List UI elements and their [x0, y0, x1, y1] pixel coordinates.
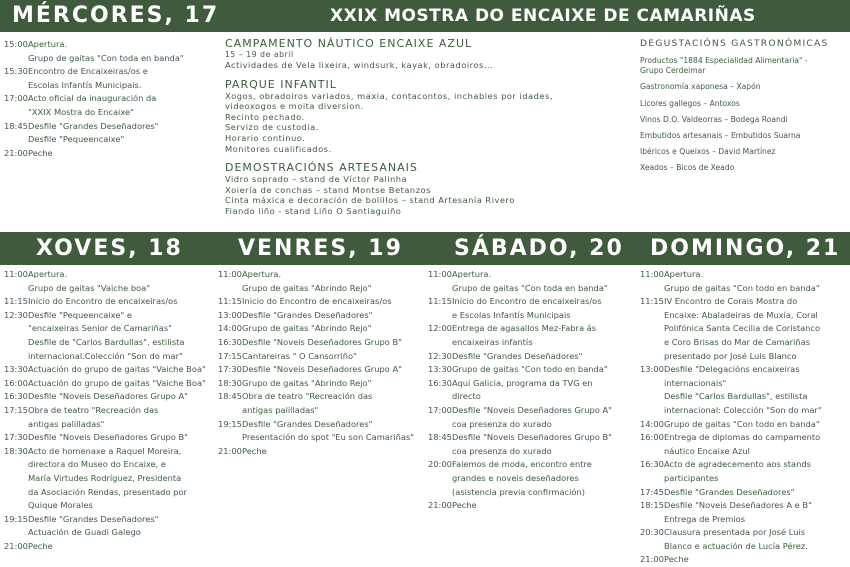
degustacions-title: DEGUSTACIÓNS GASTRONÓMICAS	[640, 38, 829, 49]
schedule-row	[640, 418, 848, 432]
schedule-text: Desfile de "Carlos Bardullas", estilista	[28, 336, 185, 347]
schedule-row	[428, 390, 636, 404]
degustacion-item	[640, 56, 846, 77]
degustacion-line: Productos "1884 Especialidad Alimentaria" -	[640, 55, 808, 65]
demostracion-line: Vidro soprado – stand de Víctor Palinha	[225, 174, 408, 185]
schedule-row	[4, 472, 212, 486]
schedule-time	[4, 282, 28, 296]
schedule-text: encaixeiras infantís	[452, 336, 533, 347]
schedule-time: 14:00	[640, 418, 664, 429]
schedule-text: Apertura.	[242, 269, 282, 279]
demostracion-line: Cinta máxica e decoración de bolillos – stand Artesanía Rivero	[225, 195, 515, 206]
schedule-text: María Virtudes Rodríguez, Presidenta	[28, 472, 182, 483]
schedule-text: Grupo de gaitas "Con todo en banda"	[664, 418, 820, 429]
degustacion-item	[640, 163, 846, 174]
schedule-row	[4, 79, 214, 93]
schedule-row	[4, 106, 214, 120]
schedule-row	[428, 472, 636, 486]
schedule-time	[4, 526, 28, 540]
schedule-time: 13:30	[4, 364, 28, 375]
campamento-dates: 15 – 19 de abril	[225, 50, 294, 59]
schedule-time: 21:00	[4, 540, 28, 551]
schedule-text: antigas palilladas"	[242, 404, 319, 415]
schedule-row	[428, 377, 636, 391]
event-title: XXIX MOSTRA DO ENCAIXE DE CAMARIÑAS	[330, 6, 756, 26]
schedule-text: directo	[452, 391, 481, 402]
schedule-time	[640, 336, 664, 350]
schedule-row	[218, 268, 426, 282]
schedule-time: 16:30	[428, 377, 452, 388]
schedule-time: 17:15	[4, 404, 28, 415]
degustacion-line: Xeados – Bicos de Xeado	[640, 163, 735, 173]
schedule-text: Acto oficial da inauguración da	[28, 93, 157, 104]
schedule-text: coa presenza do xurado	[452, 445, 552, 456]
schedule-text: Entrega de agasallos Mez-Fabra ás	[452, 323, 597, 334]
parque-line: videoxogos e moita diversion.	[225, 101, 364, 112]
schedule-row	[4, 52, 214, 66]
schedule-time	[4, 472, 28, 486]
schedule-text: Grupo de gaitas "Con todo en banda"	[664, 282, 820, 293]
schedule-text: Obra de teatro "Recreación das	[242, 391, 373, 402]
schedule-time: 21:00	[640, 554, 664, 565]
schedule-text: Clausura presentada por José Luis	[664, 527, 806, 538]
schedule-time: 12:00	[428, 323, 452, 334]
schedule-time	[640, 540, 664, 554]
schedule-row	[218, 322, 426, 336]
schedule-time	[640, 445, 664, 459]
schedule-time	[428, 336, 452, 350]
parque-text	[225, 91, 625, 155]
schedule-text: Polifónica Santa Cecilia de Coristanco	[664, 323, 821, 334]
schedule-row	[428, 445, 636, 459]
schedule-row	[428, 486, 636, 500]
schedule-text: Grupo de gaitas "Abrindo Rejo"	[242, 377, 372, 388]
schedule-row	[4, 363, 212, 377]
schedule-row	[640, 377, 848, 391]
schedule-row	[4, 120, 214, 134]
schedule-row	[4, 526, 212, 540]
schedule-text: Entrega de Premios	[664, 513, 746, 524]
schedule-text: Encaixe: Abaladeiras de Muxía, Coral	[664, 309, 818, 320]
degustacion-item	[640, 147, 846, 158]
schedule-time: 16:00	[640, 432, 664, 443]
schedule-row	[218, 363, 426, 377]
schedule-time: 15:30	[4, 66, 28, 77]
schedule-row	[4, 540, 212, 554]
schedule-row	[4, 322, 212, 336]
demostracion-line: Xoiería de conchas – stand Montse Betanzos	[225, 184, 431, 195]
schedule-time: 18:30	[218, 377, 242, 388]
schedule-row	[218, 377, 426, 391]
schedule-row	[4, 377, 212, 391]
schedule-time: 16:30	[4, 391, 28, 402]
schedule-text: da Asociación Rendas, presentado por	[28, 486, 187, 497]
schedule-text: e Escolas Infantís Municipais	[452, 309, 571, 320]
schedule-text: Desfile "Noveis Deseñadores Grupo A"	[28, 391, 188, 402]
day-heading-sabado: SÁBADO, 20	[454, 236, 624, 261]
schedule-row	[640, 350, 848, 364]
schedule-text: e Coro Brisas do Mar de Camariñas	[664, 336, 811, 347]
schedule-text: Apertura.	[664, 269, 704, 279]
schedule-row	[218, 418, 426, 432]
degustacions-list	[640, 56, 846, 174]
schedule-time: 21:00	[218, 445, 242, 456]
schedule-time: 17:30	[4, 432, 28, 443]
schedule-row	[640, 268, 848, 282]
schedule-time: 11:15	[4, 296, 28, 307]
schedule-time: 21:00	[4, 147, 28, 158]
schedule-time	[4, 336, 28, 350]
schedule-text: Desfile "Grandes Deseñadores"	[242, 309, 373, 320]
schedule-time: 21:00	[428, 500, 452, 511]
schedule-time	[218, 404, 242, 418]
schedule-row	[640, 322, 848, 336]
schedule-row	[4, 350, 212, 364]
degustacion-line: Gastronomía xaponesa – Xapón	[640, 82, 761, 92]
demostracions-title: DEMOSTRACIÓNS ARTESANAIS	[225, 161, 418, 175]
schedule-text: Grupo de gaitas "Abrindo Rejo"	[242, 323, 372, 334]
schedule-text: Encontro de Encaixeiras/os e	[28, 66, 148, 77]
schedule-time	[640, 322, 664, 336]
schedule-time: 11:00	[428, 269, 452, 279]
schedule-sabado	[428, 268, 636, 513]
schedule-time	[640, 404, 664, 418]
schedule-row	[4, 147, 214, 161]
schedule-row	[640, 445, 848, 459]
schedule-text: Peche	[28, 540, 53, 551]
schedule-time: 12:30	[428, 350, 452, 361]
degustacion-item	[640, 115, 846, 126]
schedule-text: Desfile "Noveis Deseñadores Grupo A"	[452, 404, 612, 415]
schedule-row	[640, 486, 848, 500]
parque-line: Servizo de custodia.	[225, 122, 319, 133]
schedule-time: 11:15	[640, 296, 664, 307]
schedule-row	[428, 282, 636, 296]
schedule-time: 17:00	[4, 93, 28, 104]
schedule-text: antigas palilladas"	[28, 418, 105, 429]
campamento-title: CAMPAMENTO NÁUTICO ENCAIXE AZUL	[225, 37, 473, 50]
schedule-time: 11:00	[218, 269, 242, 279]
schedule-time	[4, 322, 28, 336]
schedule-time: 20:30	[640, 527, 664, 538]
schedule-text: Aquí Galicia, programa da TVG en	[452, 377, 593, 388]
activities-column	[225, 36, 625, 217]
schedule-text: Entrega de diplomas do campamento	[664, 432, 821, 443]
schedule-time	[4, 133, 28, 147]
schedule-row	[640, 431, 848, 445]
schedule-row	[428, 431, 636, 445]
schedule-row	[218, 282, 426, 296]
schedule-time	[4, 458, 28, 472]
schedule-row	[218, 390, 426, 404]
schedule-time	[4, 486, 28, 500]
schedule-row	[4, 431, 212, 445]
schedule-time: 13:30	[428, 364, 452, 375]
schedule-text: Escolas Infantís Municipais.	[28, 79, 142, 90]
schedule-text: Inicio do Encontro de encaixeiras/os	[28, 296, 178, 307]
schedule-time: 14:00	[218, 323, 242, 334]
schedule-time: 13:00	[218, 309, 242, 320]
schedule-row	[4, 268, 212, 282]
schedule-row	[4, 404, 212, 418]
schedule-row	[428, 268, 636, 282]
schedule-text: náutico Encaixe Azul	[664, 445, 750, 456]
day-heading-mercores: MÉRCORES, 17	[12, 3, 220, 28]
schedule-text: Desfile "Grandes Deseñadores"	[28, 120, 159, 131]
schedule-text: Actuación do grupo de gaitas "Vaiche Boa"	[28, 364, 206, 375]
schedule-time: 12:30	[4, 309, 28, 320]
schedule-row	[218, 295, 426, 309]
schedule-row	[428, 295, 636, 309]
schedule-row	[428, 499, 636, 513]
schedule-time: 11:00	[640, 269, 664, 279]
day-heading-venres: VENRES, 19	[238, 236, 403, 261]
schedule-text: coa presenza do xurado	[452, 418, 552, 429]
schedule-time	[640, 390, 664, 404]
schedule-text: Grupo de gaitas "Con todo en banda"	[452, 364, 608, 375]
schedule-time	[4, 79, 28, 93]
schedule-text: Grupo de gaitas "Con toda en banda"	[452, 282, 608, 293]
schedule-row	[4, 458, 212, 472]
schedule-xoves	[4, 268, 212, 553]
schedule-text: Apertura.	[28, 39, 68, 49]
schedule-row	[4, 486, 212, 500]
degustacion-line: Grupo Cerdeimar	[640, 66, 706, 76]
schedule-time	[428, 309, 452, 323]
schedule-row	[4, 295, 212, 309]
schedule-row	[640, 309, 848, 323]
schedule-text: Desfile "Pequeencaixe" e	[28, 309, 132, 320]
schedule-time	[640, 377, 664, 391]
schedule-time: 16:30	[218, 336, 242, 347]
schedule-text: Actuación do grupo de gaitas "Vaiche Boa"	[28, 377, 206, 388]
schedule-time	[218, 282, 242, 296]
schedule-row	[4, 309, 212, 323]
schedule-time: 11:15	[218, 296, 242, 307]
schedule-text: Desfile "Grandes Deseñadores"	[664, 486, 795, 497]
schedule-text: Desfile "Grandes Deseñadores"	[28, 513, 159, 524]
schedule-time	[640, 309, 664, 323]
schedule-row	[218, 431, 426, 445]
degustacion-line: Licores gallegos – Antoxos	[640, 98, 740, 108]
parque-line: Recinto pechado.	[225, 111, 305, 122]
schedule-text: Acto de homenaxe a Raquel Moreira,	[28, 445, 182, 456]
schedule-text: Grupo de gaitas "Con toda en banda"	[28, 52, 184, 63]
schedule-row	[428, 309, 636, 323]
schedule-time: 17:00	[428, 404, 452, 415]
schedule-domingo	[640, 268, 848, 567]
schedule-time	[428, 472, 452, 486]
schedule-text: Obra de teatro "Recreación das	[28, 404, 159, 415]
schedule-text: Quique Morales	[28, 500, 93, 511]
schedule-time: 11:15	[428, 296, 452, 307]
schedule-row	[640, 363, 848, 377]
schedule-text: Inicio do Encontro de encaixeiras/os	[452, 296, 602, 307]
schedule-text: Peche	[664, 554, 689, 565]
schedule-row	[4, 92, 214, 106]
schedule-time	[4, 418, 28, 432]
schedule-row	[640, 513, 848, 527]
schedule-text: Desfile "Grandes Deseñadores"	[452, 350, 583, 361]
schedule-time	[218, 431, 242, 445]
schedule-time: 19:15	[4, 513, 28, 524]
schedule-text: IV Encontro de Corais Mostra do	[664, 296, 798, 307]
schedule-row	[428, 458, 636, 472]
schedule-row	[218, 445, 426, 459]
schedule-text: Desfile "Grandes Deseñadores"	[242, 418, 373, 429]
schedule-row	[218, 336, 426, 350]
schedule-row	[4, 282, 212, 296]
schedule-row	[4, 336, 212, 350]
schedule-time: 13:00	[640, 364, 664, 375]
schedule-text: Presentación do spot "Eu son Camariñas"	[242, 432, 415, 443]
demostracions-text	[225, 174, 625, 216]
schedule-text: Desfile "Delegacións encaixeiras	[664, 364, 800, 375]
parque-line: Monitores cualificados.	[225, 143, 332, 154]
schedule-text: Falemos de moda, encontro entre	[452, 459, 592, 470]
schedule-row	[640, 336, 848, 350]
schedule-row	[218, 350, 426, 364]
schedule-time: 20:00	[428, 459, 452, 470]
schedule-row	[4, 133, 214, 147]
schedule-time: 17:15	[218, 350, 242, 361]
schedule-text: (asistencia previa confirmación)	[452, 486, 586, 497]
schedule-row	[640, 499, 848, 513]
day-heading-xoves: XOVES, 18	[36, 236, 183, 261]
schedule-text: Peche	[28, 147, 53, 158]
schedule-row	[640, 404, 848, 418]
degustacion-line: Vinos D.O. Valdeorras – Bodega Roandi	[640, 114, 788, 124]
schedule-text: Apertura.	[452, 269, 492, 279]
degustacion-item	[640, 131, 846, 142]
schedule-time: 11:00	[4, 269, 28, 279]
schedule-row	[428, 418, 636, 432]
schedule-row	[428, 350, 636, 364]
schedule-time	[428, 390, 452, 404]
schedule-mercores	[4, 38, 214, 160]
schedule-time: 15:00	[4, 39, 28, 49]
schedule-text: internacional: Colección "Son do mar"	[664, 404, 822, 415]
schedule-row	[4, 418, 212, 432]
schedule-time: 18:30	[4, 445, 28, 456]
schedule-text: Desfile "Noveis Deseñadores Grupo B"	[452, 432, 612, 443]
schedule-time: 17:30	[218, 364, 242, 375]
schedule-text: Desfile "Noveis Deseñadores Grupo A"	[242, 364, 402, 375]
schedule-row	[640, 458, 848, 472]
schedule-row	[640, 472, 848, 486]
schedule-text: Desfile "Pequeencaixe"	[28, 134, 125, 145]
schedule-time: 17:45	[640, 486, 664, 497]
schedule-row	[4, 65, 214, 79]
schedule-row	[640, 390, 848, 404]
schedule-text: Peche	[242, 445, 267, 456]
schedule-text: Desfile "Noveis Deseñadores Grupo B"	[28, 432, 188, 443]
schedule-text: internacionais"	[664, 377, 727, 388]
schedule-text: Cantareiras " O Cansorriño"	[242, 350, 357, 361]
schedule-row	[218, 404, 426, 418]
schedule-text: Actuación de Guadi Galego	[28, 527, 141, 538]
parque-line: Xogos, obradoiros variados, maxia, contacontos, inchables por idades,	[225, 90, 553, 101]
schedule-time	[4, 52, 28, 66]
schedule-text: Grupo de gaitas "Abrindo Rejo"	[242, 282, 372, 293]
schedule-row	[640, 295, 848, 309]
schedule-time	[4, 499, 28, 513]
schedule-time	[640, 472, 664, 486]
day-heading-domingo: DOMINGO, 21	[650, 236, 841, 261]
schedule-time: 18:15	[640, 500, 664, 511]
schedule-time	[428, 418, 452, 432]
schedule-row	[640, 553, 848, 567]
schedule-text: Desfile "Noveis Deseñadores A e B"	[664, 500, 812, 511]
schedule-time: 18:45	[218, 391, 242, 402]
schedule-text: Inicio do Encontro de encaixeiras/os	[242, 296, 392, 307]
schedule-row	[428, 336, 636, 350]
schedule-text: "XXIX Mostra do Encaixe"	[28, 106, 134, 117]
schedule-time	[428, 282, 452, 296]
schedule-row	[4, 499, 212, 513]
schedule-row	[4, 513, 212, 527]
schedule-text: Apertura.	[28, 269, 68, 279]
schedule-text: Blanco e actuación de Lucía Pérez.	[664, 540, 808, 551]
schedule-time	[428, 445, 452, 459]
schedule-row	[428, 363, 636, 377]
schedule-time	[4, 350, 28, 364]
degustacion-item	[640, 99, 846, 110]
schedule-time	[4, 106, 28, 120]
schedule-row	[640, 282, 848, 296]
schedule-row	[4, 445, 212, 459]
schedule-text: Grupo de gaitas "Vaiche boa"	[28, 282, 151, 293]
schedule-time: 19:15	[218, 418, 242, 429]
demostracion-line: Fiando liño - stand Liño O Santiaguiño	[225, 205, 402, 216]
schedule-row	[4, 390, 212, 404]
schedule-text: Desfile "Carlos Bardullas", estilista	[664, 391, 808, 402]
degustacion-item	[640, 82, 846, 93]
schedule-row	[640, 526, 848, 540]
schedule-text: directora do Museo do Encaixe, e	[28, 459, 167, 470]
schedule-text: participantes	[664, 472, 719, 483]
schedule-time	[640, 513, 664, 527]
schedule-time	[428, 486, 452, 500]
schedule-row	[218, 309, 426, 323]
schedule-text: grandes e noveis deseñadores	[452, 472, 579, 483]
schedule-row	[428, 404, 636, 418]
degustacions-column	[640, 38, 846, 174]
schedule-text: Peche	[452, 500, 477, 511]
schedule-time: 18:45	[428, 432, 452, 443]
schedule-text: Acto de agradecemento aos stands	[664, 459, 811, 470]
degustacion-line: Embutidos artesanais – Embutidos Suarna	[640, 130, 801, 140]
schedule-text: internacional.Colección "Son do mar"	[28, 350, 183, 361]
schedule-time: 16:00	[4, 377, 28, 388]
schedule-venres	[218, 268, 426, 458]
degustacion-line: Ibéricos e Queixos – David Martínez	[640, 147, 776, 157]
schedule-text: presentado por José Luis Blanco	[664, 350, 797, 361]
schedule-row	[428, 322, 636, 336]
parque-line: Horario continuo.	[225, 132, 306, 143]
schedule-time: 18:45	[4, 120, 28, 131]
schedule-time: 16:30	[640, 459, 664, 470]
schedule-time	[640, 350, 664, 364]
parque-title: PARQUE INFANTIL	[225, 77, 337, 91]
schedule-row	[4, 38, 214, 52]
schedule-time	[640, 282, 664, 296]
schedule-row	[640, 540, 848, 554]
schedule-text: "encaixeiras Senior de Camariñas"	[28, 323, 172, 334]
campamento-text: Actividades de Vela lixeira, windsurk, kayak, obradoiros...	[225, 60, 494, 70]
schedule-text: Desfile "Noveis Deseñadores Grupo B"	[242, 336, 402, 347]
